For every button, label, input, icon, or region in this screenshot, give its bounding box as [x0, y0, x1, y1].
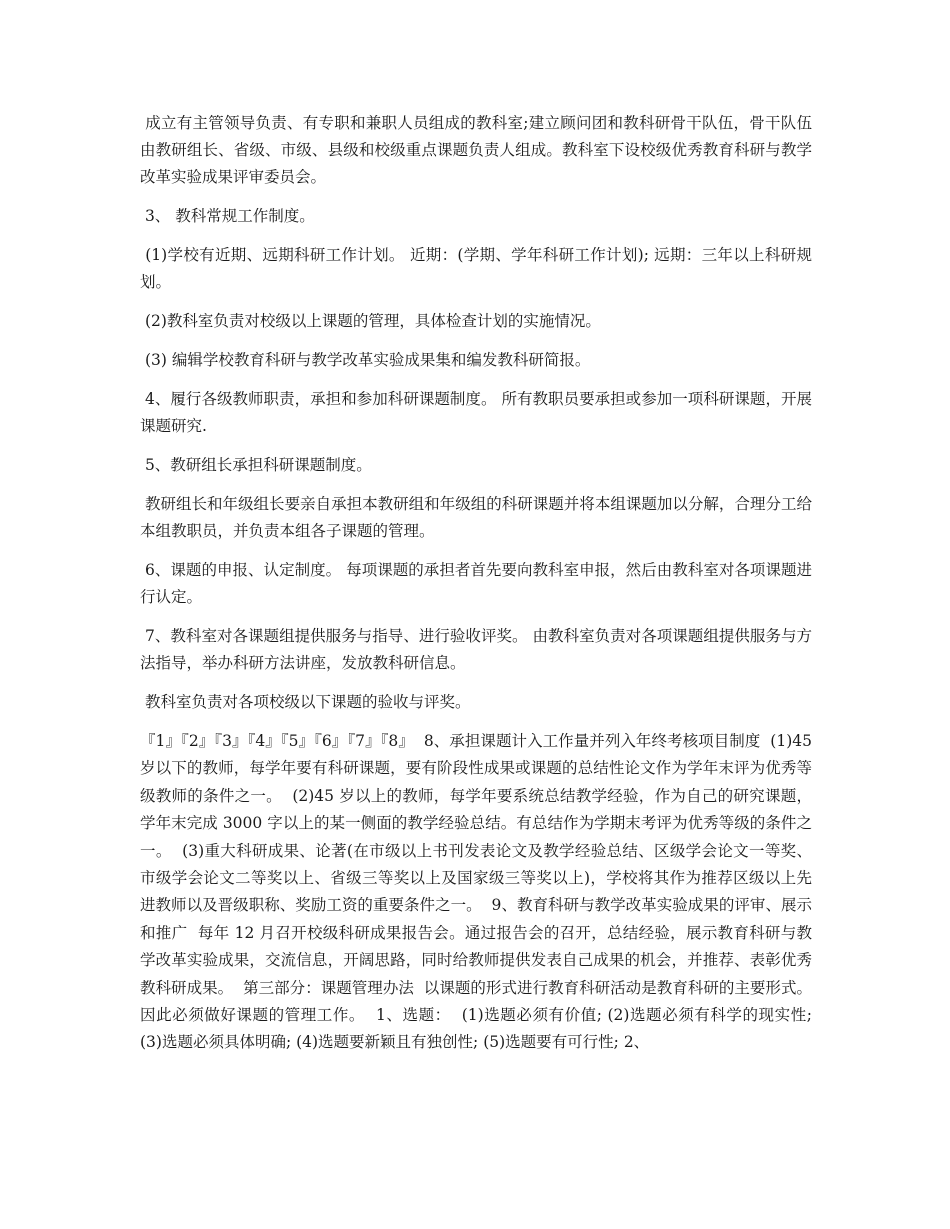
- paragraph-10: 7、教科室对各课题组提供服务与指导、进行验收评奖。 由教科室负责对各项课题组提供服务与方法指导，举办科研方法讲座，发放教科研信息。: [140, 627, 812, 672]
- paragraph-9: 6、课题的申报、认定制度。 每项课题的承担者首先要向教科室申报，然后由教科室对各项课题进行认定。: [140, 561, 812, 606]
- paragraph-4: (2)教科室负责对校级以上课题的管理，具体检查计划的实施情况。: [140, 312, 601, 330]
- document-page: [140, 110, 817, 1069]
- paragraph-8: 教研组长和年级组长要亲自承担本教研组和年级组的科研课题并将本组课题加以分解，合理分工给本组教职员，并负责本组各子课题的管理。: [140, 495, 812, 540]
- paragraph-2: 3、 教科常规工作制度。: [140, 207, 315, 225]
- paragraph-7: 5、教研组长承担科研课题制度。: [140, 456, 372, 474]
- paragraph-5: (3) 编辑学校教育科研与教学改革实验成果集和编发教科研简报。: [140, 351, 591, 369]
- paragraph-11: 教科室负责对各项校级以下课题的验收与评奖。: [140, 693, 471, 711]
- paragraph-3: (1)学校有近期、远期科研工作计划。 近期：(学期、学年科研工作计划); 远期：三年以上科研规划。: [140, 246, 812, 291]
- paragraph-6: 4、履行各级教师职责，承担和参加科研课题制度。 所有教职员要承担或参加一项科研课题，开展课题研究.: [140, 390, 812, 435]
- paragraph-12: 『1』『2』『3』『4』『5』『6』『7』『8』 8、承担课题计入工作量并列入年终考核项目制度 (1)45 岁以下的教师，每学年要有科研课题，要有阶段性成果或课题的总结性论文作为学年末评为优秀等级教师的条件之一。 (2)45 岁以上的教师，每学年要系统总结教学经验，作为自己的研究课题，学年末完成 3000 字以上的某一侧面的教学经验总结。有总结作为学期末考评为优秀等级的条件之一。 (3)重大科研成果、论著(在市级以上书刊发表论文及教学经验总结、区级学会论文一等奖、市级学会论文二等奖以上、省级三等奖以上及国家级三等奖以上)，学校将其作为推荐区级以上先进教师以及晋级职称、奖励工资的重要条件之一。 9、教育科研与教学改革实验成果的评审、展示和推广 每年 12 月召开校级科研成果报告会。通过报告会的召开，总结经验，展示教育科研与教学改革实验成果，交流信息，开阔思路，同时给教师提供发表自己成果的机会，并推荐、表彰优秀教科研成果。 第三部分：课题管理办法 以课题的形式进行教育科研活动是教育科研的主要形式。因此必须做好课题的管理工作。 1、选题： (1)选题必须有价值; (2)选题必须有科学的现实性; (3)选题必须具体明确; (4)选题要新颖且有独创性; (5)选题要有可行性; 2、: [140, 732, 817, 1052]
- paragraph-1: 成立有主管领导负责、有专职和兼职人员组成的教科室;建立顾问团和教科研骨干队伍，骨干队伍由教研组长、省级、市级、县级和校级重点课题负责人组成。教科室下设校级优秀教育科研与教学改革实验成果评审委员会。: [140, 114, 812, 186]
